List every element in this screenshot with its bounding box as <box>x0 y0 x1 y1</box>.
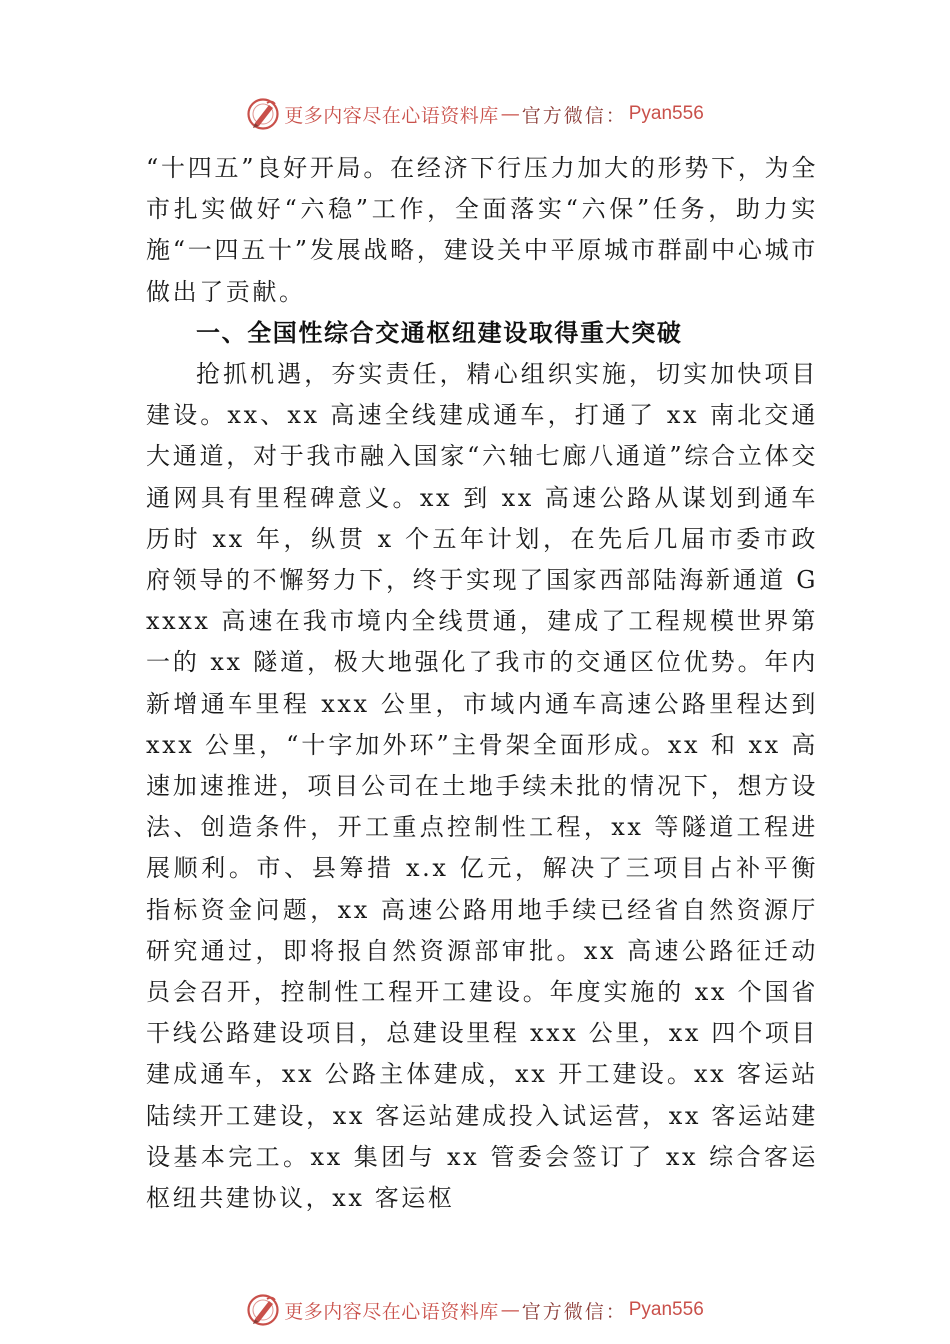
watermark-wechat-label: 官方微信： <box>521 104 627 127</box>
footer-watermark <box>0 1290 950 1330</box>
pen-logo-icon <box>246 97 280 131</box>
paragraph-transport: 抢抓机遇，夯实责任，精心组织实施，切实加快项目建设。xx、xx 高速全线建成通车，打通了 xx 南北交通大通道，对于我市融入国家“六轴七廊八通道”综合立体交通网具有里程碑意义。xx 到 xx 高速公路从谋划到通车历时 xx 年，纵贯 x 个五年计划，在先后几届市委市政府领导的不懈努力下，终于实现了国家西部陆海新通道 Gxxxx 高速在我市境内全线贯通，建成了工程规模世界第一的 xx 隧道，极大地强化了我市的交通区位优势。年内新增通车里程 xxx 公里，市域内通车高速公路里程达到 xxx 公里，“十字加外环”主骨架全面形成。xx 和 xx 高速加速推进，项目公司在土地手续未批的情况下，想方设法、创造条件，开工重点控制性工程，xx 等隧道工程进展顺利。市、县筹措 x.x 亿元，解决了三项目占补平衡指标资金问题，xx 高速公路用地手续已经省自然资源厅研究通过，即将报自然资源部审批。xx 高速公路征迁动员会召开，控制性工程开工建设。年度实施的 xx 个国省干线公路建设项目，总建设里程 xxx 公里，xx 四个项目建成通车，xx 公路主体建成，xx 开工建设。xx 客运站陆续开工建设，xx 客运站建成投入试运营，xx 客运站建设基本完工。xx 集团与 xx 管委会签订了 xx 综合客运枢纽共建协议，xx 客运枢 <box>146 360 818 1213</box>
paragraph-intro: “十四五”良好开局。在经济下行压力加大的形势下，为全市扎实做好“六稳”工作，全面落实“六保”任务，助力实施“一四五十”发展战略，建设关中平原城市群副中心城市做出了贡献。 <box>146 154 818 306</box>
header-watermark <box>0 94 950 134</box>
watermark-brand-text: 更多内容尽在心语资料库 <box>284 104 499 127</box>
watermark-dash: — <box>500 1299 520 1321</box>
section-heading: 一、全国性综合交通枢纽建设取得重大突破 <box>196 318 683 347</box>
watermark-wechat-id: Pyan556 <box>628 103 704 124</box>
watermark-wechat-id: Pyan556 <box>628 1299 704 1320</box>
watermark-wechat-label: 官方微信： <box>521 1300 627 1323</box>
watermark-dash: — <box>500 103 520 125</box>
pen-logo-icon <box>246 1293 280 1327</box>
document-body <box>146 148 818 1219</box>
watermark-brand-text: 更多内容尽在心语资料库 <box>284 1300 499 1323</box>
